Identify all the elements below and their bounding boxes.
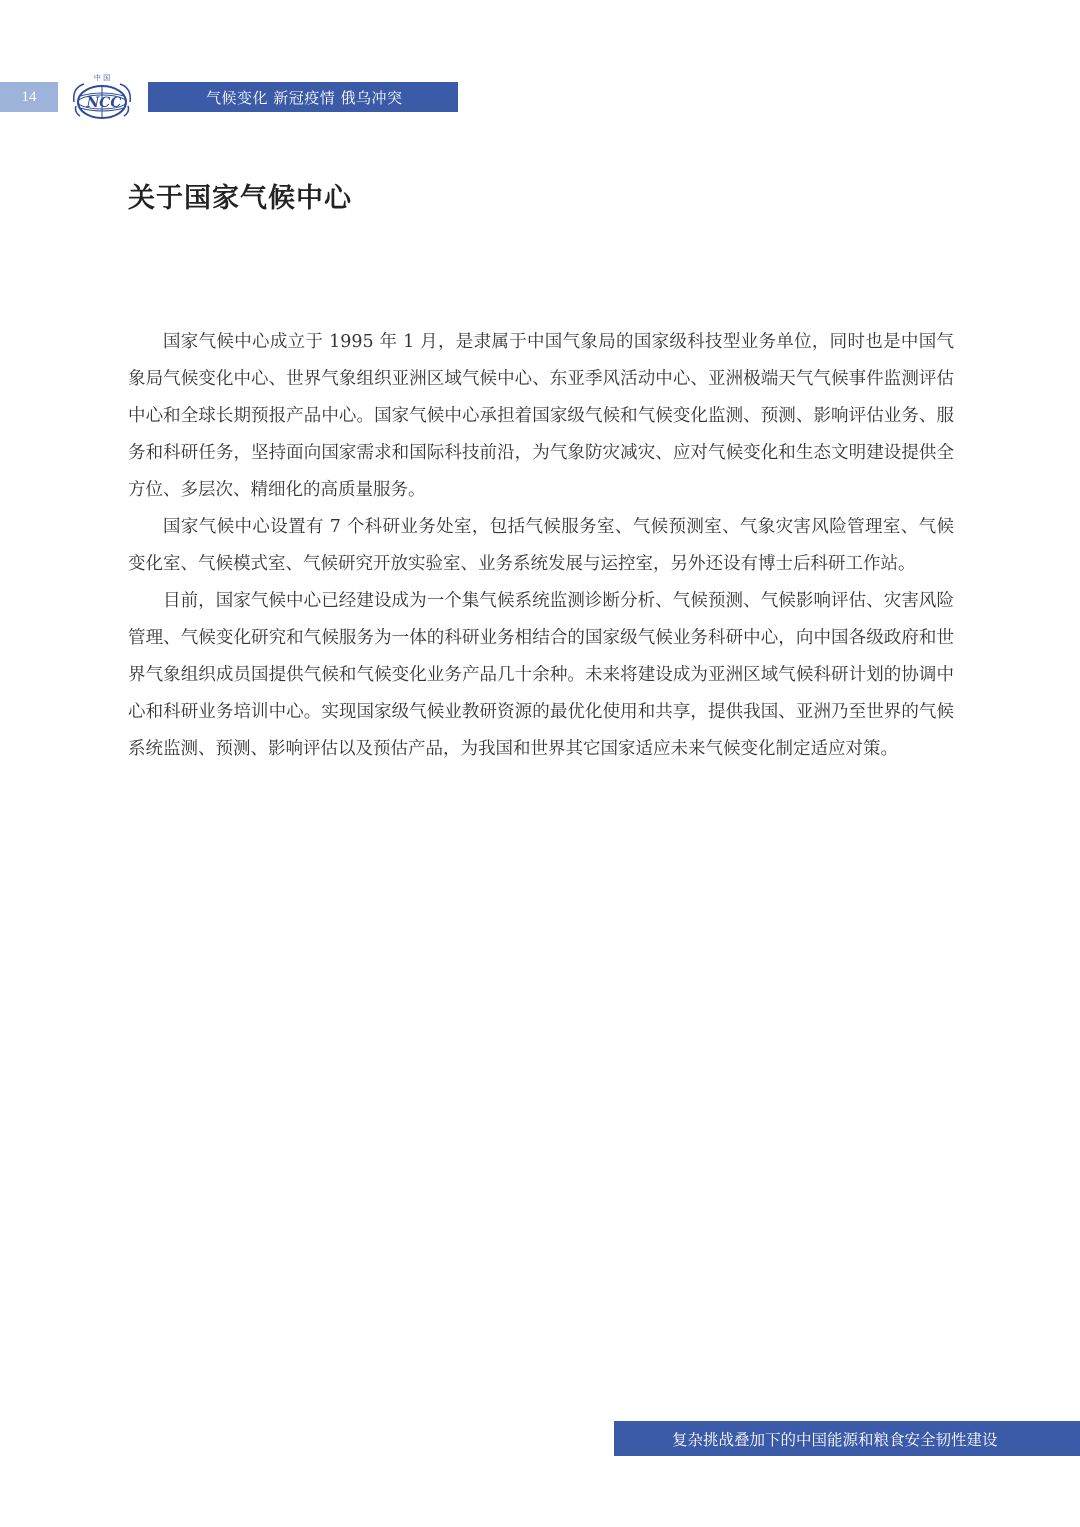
logo-emblem-text: NCC — [86, 95, 122, 111]
paragraph-1: 国家气候中心成立于 1995 年 1 月，是隶属于中国气象局的国家级科技型业务单位，同时也是中国气象局气候变化中心、世界气象组织亚洲区域气候中心、东亚季风活动中心、亚洲极端天气气候事件监测评估中心和全球长期预报产品中心。国家气候中心承担着国家级气候和气候变化监测、预测、影响评估业务、服务和科研任务，坚持面向国家需求和国际科技前沿，为气象防灾减灾、应对气候变化和生态文明建设提供全方位、多层次、精细化的高质量服务。 — [128, 332, 954, 500]
page-number: 14 — [21, 88, 37, 105]
header-title: 气候变化 新冠疫情 俄乌冲突 — [206, 88, 403, 107]
body-text — [128, 324, 954, 768]
logo-top-text: 中 国 — [93, 74, 111, 82]
ncc-logo-icon — [66, 72, 138, 122]
header-band — [148, 82, 458, 112]
page-title: 关于国家气候中心 — [128, 183, 352, 214]
paragraph-2: 国家气候中心设置有 7 个科研业务处室，包括气候服务室、气候预测室、气象灾害风险管理室、气候变化室、气候模式室、气候研究开放实验室、业务系统发展与运控室，另外还设有博士后科研工作站。 — [128, 517, 954, 574]
footer-band — [614, 1421, 1080, 1456]
page-number-tab — [0, 82, 58, 112]
paragraph-3: 目前，国家气候中心已经建设成为一个集气候系统监测诊断分析、气候预测、气候影响评估、灾害风险管理、气候变化研究和气候服务为一体的科研业务相结合的国家级气候业务科研中心，向中国各级政府和世界气象组织成员国提供气候和气候变化业务产品几十余种。未来将建设成为亚洲区域气候科研计划的协调中心和科研业务培训中心。实现国家级气候业教研资源的最优化使用和共享，提供我国、亚洲乃至世界的气候系统监测、预测、影响评估以及预估产品，为我国和世界其它国家适应未来气候变化制定适应对策。 — [128, 591, 954, 759]
footer-title: 复杂挑战叠加下的中国能源和粮食安全韧性建设 — [672, 1430, 998, 1449]
